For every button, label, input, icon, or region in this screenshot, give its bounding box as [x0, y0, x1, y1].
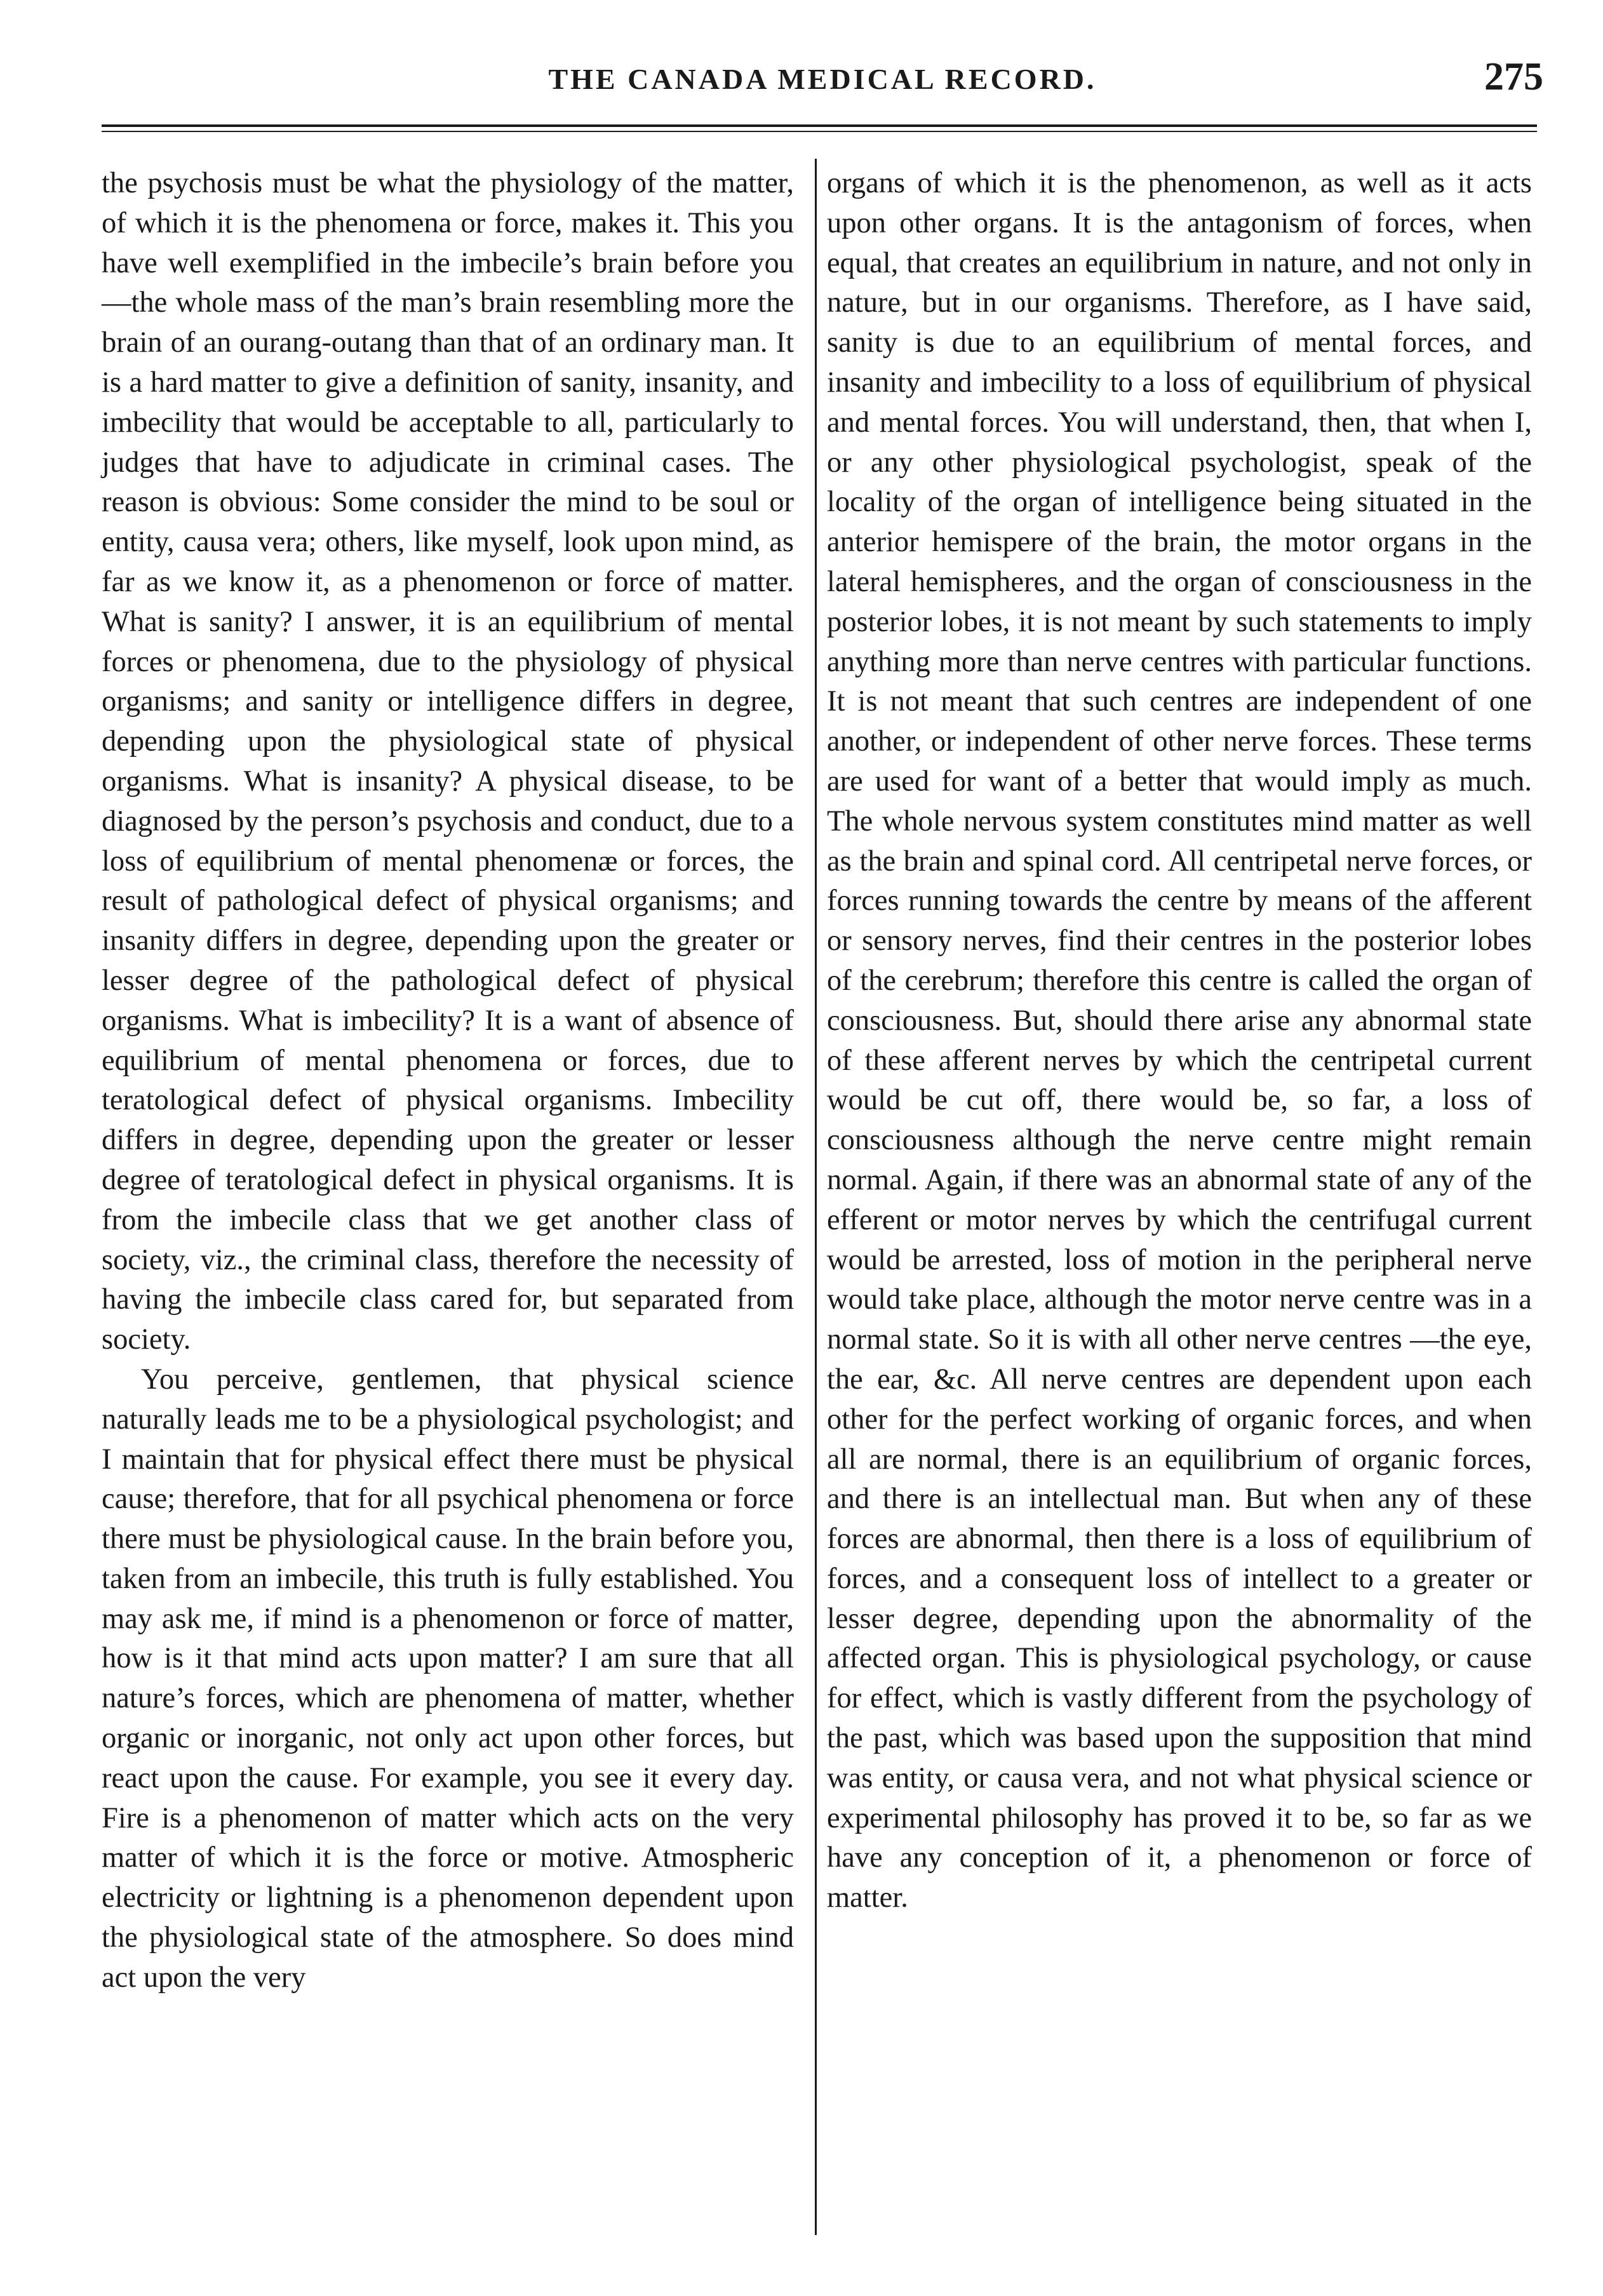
column-divider	[815, 159, 817, 2235]
right-column	[827, 164, 1532, 1918]
running-head	[102, 55, 1543, 109]
body-paragraph: the psychosis must be what the physiology of the matter, of which it is the phenomena or force, makes it. This you have well exemplified in the imbecile’s brain before you—the whole mass of the man’s brain resembling more the brain of an ourang-outang than that of an ordinary man. It is a hard matter to give a definition of sanity, insanity, and imbecility that would be acceptable to all, particularly to judges that have to adjudicate in criminal cases. The reason is obvious: Some consider the mind to be soul or entity, causa vera; others, like myself, look upon mind, as far as we know it, as a phenomenon or force of matter. What is sanity? I answer, it is an equilibrium of mental forces or phenomena, due to the physiology of physical organisms; and sanity or intelligence differs in degree, depending upon the physiological state of physical organisms. What is insanity? A physical disease, to be diagnosed by the person’s psychosis and conduct, due to a loss of equilibrium of mental phenomenæ or forces, the result of pathological defect of physical organisms; and insanity differs in degree, depending upon the greater or lesser degree of the pathological defect of physical organisms. What is imbecility? It is a want of absence of equilibrium of mental phenomena or forces, due to teratological defect of physical organisms. Imbecility differs in degree, depending upon the greater or lesser degree of teratological defect in physical organisms. It is from the imbecile class that we get another class of society, viz., the criminal class, therefore the necessity of having the imbecile class cared for, but separated from society.	[102, 167, 794, 1356]
body-paragraph: You perceive, gentlemen, that physical science naturally leads me to be a physiological psychologist; and I maintain that for physical effect there must be physical cause; therefore, that for all psychical phenomena or force there must be physiological cause. In the brain before you, taken from an imbecile, this truth is fully established. You may ask me, if mind is a phenomenon or force of matter, how is it that mind acts upon matter? I am sure that all nature’s forces, which are phenomena of matter, whether organic or inorganic, not only act upon other forces, but react upon the cause. For example, you see it every day. Fire is a phenomenon of matter which acts on the very matter of which it is the force or motive. Atmospheric electricity or lightning is a phenomenon dependent upon the physiological state of the atmosphere. So does mind act upon the very	[102, 1363, 794, 1994]
left-column	[102, 164, 794, 1998]
header-rule-thin	[102, 131, 1537, 132]
journal-title: THE CANADA MEDICAL RECORD.	[548, 63, 1097, 95]
body-paragraph: organs of which it is the phenomenon, as well as it acts upon other organs. It is the antagonism of forces, when equal, that creates an equilibrium in nature, and not only in nature, but in our organisms. Therefore, as I have said, sanity is due to an equilibrium of mental forces, and insanity and imbecility to a loss of equilibrium of physical and mental forces. You will understand, then, that when I, or any other physiological psychologist, speak of the locality of the organ of intelligence being situated in the anterior hemispere of the brain, the motor organs in the lateral hemispheres, and the organ of consciousness in the posterior lobes, it is not meant by such statements to imply anything more than nerve centres with particular functions. It is not meant that such centres are independent of one another, or independent of other nerve forces. These terms are used for want of a better that would imply as much. The whole nervous system constitutes mind matter as well as the brain and spinal cord. All centripetal nerve forces, or forces running towards the centre by means of the afferent or sensory nerves, find their centres in the posterior lobes of the cerebrum; therefore this centre is called the organ of consciousness. But, should there arise any abnormal state of these afferent nerves by which the centripetal current would be cut off, there would be, so far, a loss of consciousness although the nerve centre might remain normal. Again, if there was an abnormal state of any of the efferent or motor nerves by which the centrifugal current would be arrested, loss of motion in the peripheral nerve would take place, although the motor nerve centre was in a normal state. So it is with all other nerve centres —the eye, the ear, &c. All nerve centres are dependent upon each other for the perfect working of organic forces, and when all are normal, there is an equilibrium of organic forces, and there is an intellectual man. But when any of these forces are abnormal, then there is a loss of equilibrium of forces, and a consequent loss of intellect to a greater or lesser degree, depending upon the abnormality of the affected organ. This is physiological psychology, or cause for effect, which is vastly different from the psychology of the past, which was based upon the supposition that mind was entity, or causa vera, and not what physical science or experimental philosophy has proved it to be, so far as we have any conception of it, a phenomenon or force of matter.	[827, 167, 1532, 1914]
header-rule	[102, 124, 1537, 127]
page-number: 275	[1484, 55, 1543, 98]
